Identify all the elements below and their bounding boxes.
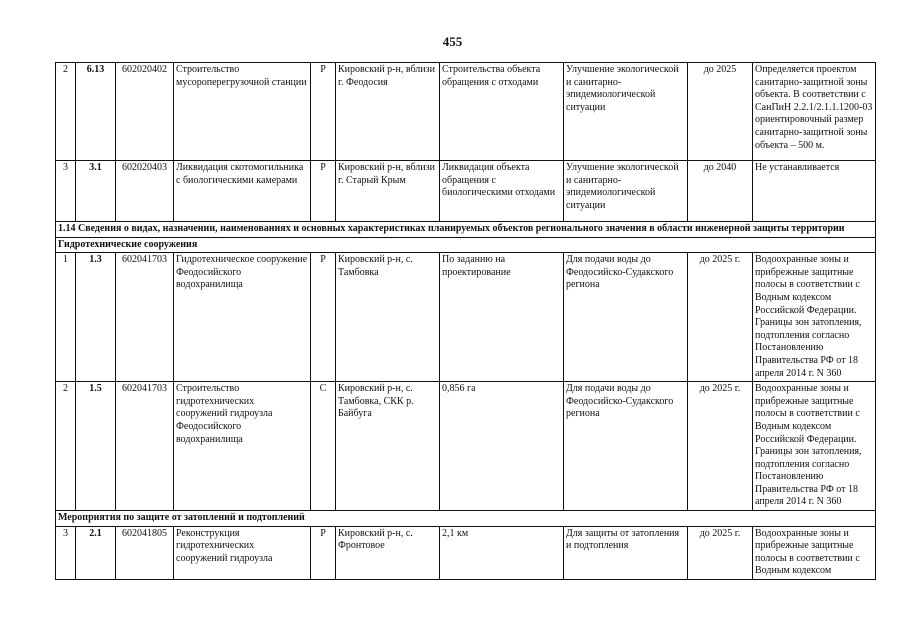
cell-characteristics: 0,856 га	[440, 382, 564, 511]
table-row	[56, 382, 876, 511]
table-row	[56, 63, 876, 161]
cell-status: Р	[311, 526, 336, 579]
cell-zones: Водоохранные зоны и прибрежные защитные полосы в соответствии с Водным кодексом	[753, 526, 876, 579]
cell-code: 3.1	[76, 161, 116, 222]
cell-location: Кировский р-н, с. Тамбовка, СКК р. Байбуга	[336, 382, 440, 511]
cell-characteristics: Строительства объекта обращения с отходами	[440, 63, 564, 161]
cell-status: Р	[311, 253, 336, 382]
table-body	[56, 63, 876, 580]
section-row	[56, 222, 876, 238]
cell-deadline: до 2025	[688, 63, 753, 161]
subsection-title: Гидротехнические сооружения	[56, 237, 876, 253]
cell-purpose: Улучшение экологической и санитарно-эпидемиологической ситуации	[564, 161, 688, 222]
cell-reg-code: 602041703	[116, 253, 174, 382]
cell-code: 1.5	[76, 382, 116, 511]
cell-code: 2.1	[76, 526, 116, 579]
cell-code: 1.3	[76, 253, 116, 382]
table-row	[56, 161, 876, 222]
cell-name: Реконструкция гидротехнических сооружений гидроузла	[174, 526, 311, 579]
cell-status: Р	[311, 63, 336, 161]
cell-location: Кировский р-н, вблизи г. Феодосия	[336, 63, 440, 161]
cell-purpose: Для подачи воды до Феодосийско-Судакского региона	[564, 253, 688, 382]
subsection-title: Мероприятия по защите от затоплений и подтоплений	[56, 511, 876, 527]
cell-reg-code: 602041805	[116, 526, 174, 579]
cell-deadline: до 2025 г.	[688, 382, 753, 511]
cell-zones: Водоохранные зоны и прибрежные защитные полосы в соответствии с Водным кодексом Российской Федерации. Границы зон затопления, подтопления согласно Постановлению Правительства РФ от 18 апреля 2014 г. N 360	[753, 253, 876, 382]
cell-characteristics: По заданию на проектирование	[440, 253, 564, 382]
cell-purpose: Для подачи воды до Феодосийско-Судакского региона	[564, 382, 688, 511]
cell-code: 6.13	[76, 63, 116, 161]
section-title: 1.14 Сведения о видах, назначении, наименованиях и основных характеристиках планируемых объектов регионального значения в области инженерной защиты территории	[56, 222, 876, 238]
cell-location: Кировский р-н, с. Фронтовое	[336, 526, 440, 579]
cell-num: 3	[56, 161, 76, 222]
cell-name: Строительство гидротехнических сооружений гидроузла Феодосийского водохранилища	[174, 382, 311, 511]
cell-location: Кировский р-н, с. Тамбовка	[336, 253, 440, 382]
cell-characteristics: 2,1 км	[440, 526, 564, 579]
subsection-row	[56, 237, 876, 253]
cell-deadline: до 2025 г.	[688, 253, 753, 382]
cell-name: Гидротехническое сооружение Феодосийского водохранилища	[174, 253, 311, 382]
cell-num: 3	[56, 526, 76, 579]
cell-status: С	[311, 382, 336, 511]
cell-name: Ликвидация скотомогильника с биологическими камерами	[174, 161, 311, 222]
cell-num: 1	[56, 253, 76, 382]
page-number: 455	[442, 34, 463, 49]
cell-characteristics: Ликвидация объекта обращения с биологическими отходами	[440, 161, 564, 222]
cell-deadline: до 2040	[688, 161, 753, 222]
objects-table	[55, 62, 876, 580]
table-row	[56, 526, 876, 579]
subsection-row	[56, 511, 876, 527]
table-row	[56, 253, 876, 382]
cell-zones: Не устанавливается	[753, 161, 876, 222]
cell-zones: Определяется проектом санитарно-защитной зоны объекта. В соответствии с СанПиН 2.2.1/2.1.1.1200-03 ориентировочный размер санитарно-защитной зоны объекта – 500 м.	[753, 63, 876, 161]
cell-purpose: Для защиты от затопления и подтопления	[564, 526, 688, 579]
cell-num: 2	[56, 63, 76, 161]
cell-purpose: Улучшение экологической и санитарно-эпидемиологической ситуации	[564, 63, 688, 161]
cell-reg-code: 602041703	[116, 382, 174, 511]
cell-status: Р	[311, 161, 336, 222]
cell-num: 2	[56, 382, 76, 511]
cell-zones: Водоохранные зоны и прибрежные защитные полосы в соответствии с Водным кодексом Российской Федерации. Границы зон затопления, подтопления согласно Постановлению Правительства РФ от 18 апреля 2014 г. N 360	[753, 382, 876, 511]
cell-reg-code: 602020403	[116, 161, 174, 222]
cell-name: Строительство мусороперегрузочной станции	[174, 63, 311, 161]
cell-deadline: до 2025 г.	[688, 526, 753, 579]
cell-reg-code: 602020402	[116, 63, 174, 161]
cell-location: Кировский р-н, вблизи г. Старый Крым	[336, 161, 440, 222]
